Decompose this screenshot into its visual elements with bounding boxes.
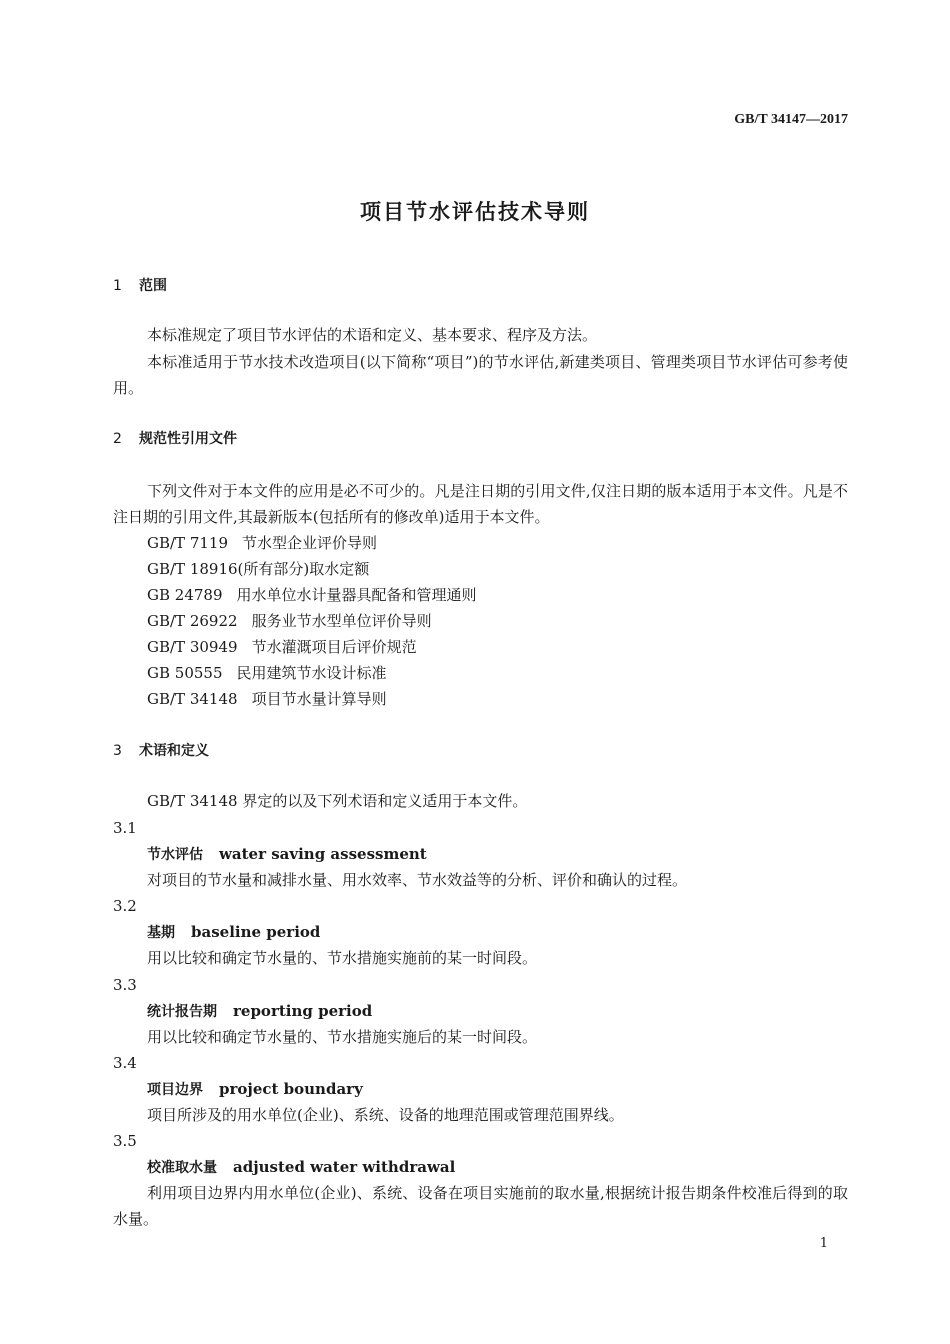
reference-title: 节水灌溉项目后评价规范	[251, 638, 417, 656]
reference-code: GB/T 34148	[147, 690, 238, 708]
reference-title: 项目节水量计算导则	[251, 690, 387, 708]
reference-item	[147, 582, 848, 608]
section-number: 3	[113, 743, 122, 759]
term-en: reporting period	[233, 1002, 373, 1020]
section-title: 术语和定义	[139, 743, 209, 759]
term-definition: 对项目的节水量和减排水量、用水效率、节水效益等的分析、评价和确认的过程。	[147, 871, 688, 889]
term-number: 3.5	[113, 1132, 137, 1150]
term-zh: 项目边界	[147, 1082, 203, 1098]
term-number: 3.3	[113, 976, 137, 994]
term-heading	[147, 1076, 848, 1103]
section-title: 范围	[139, 278, 167, 294]
term-definition: 用以比较和确定节水量的、节水措施实施前的某一时间段。	[147, 949, 538, 967]
reference-code: GB 50555	[147, 664, 223, 682]
term-zh: 基期	[147, 925, 175, 941]
term-definition: 用以比较和确定节水量的、节水措施实施后的某一时间段。	[147, 1028, 538, 1046]
term-zh: 统计报告期	[147, 1004, 217, 1020]
reference-item	[147, 660, 848, 686]
term-number: 3.2	[113, 897, 137, 915]
term-number: 3.1	[113, 819, 137, 837]
reference-item	[147, 608, 848, 634]
standard-number: GB/T 34147—2017	[734, 112, 848, 127]
term-heading	[147, 919, 848, 946]
reference-item	[147, 556, 848, 582]
term-number: 3.4	[113, 1054, 137, 1072]
reference-title: 用水单位水计量器具配备和管理通则	[236, 586, 477, 604]
term-definition: 项目所涉及的用水单位(企业)、系统、设备的地理范围或管理范围界线。	[147, 1106, 624, 1124]
paragraph: GB/T 34148 界定的以及下列术语和定义适用于本文件。	[147, 792, 528, 810]
reference-code: GB/T 30949	[147, 638, 238, 656]
term-en: project boundary	[219, 1080, 363, 1098]
page-number: 1	[819, 1236, 828, 1251]
reference-item	[147, 530, 848, 556]
reference-code: GB/T 7119	[147, 534, 229, 552]
section-number: 1	[113, 278, 122, 294]
reference-title: 节水型企业评价导则	[242, 534, 378, 552]
reference-item	[147, 634, 848, 660]
term-definition: 利用项目边界内用水单位(企业)、系统、设备在项目实施前的取水量,根据统计报告期条件校准后得到的取水量。	[113, 1184, 848, 1228]
term-en: adjusted water withdrawal	[233, 1158, 456, 1176]
section-heading-3	[113, 738, 848, 764]
term-heading	[147, 998, 848, 1025]
paragraph: 本标准适用于节水技术改造项目(以下简称“项目”)的节水评估,新建类项目、管理类项目节水评估可参考使用。	[113, 353, 848, 397]
reference-code: GB 24789	[147, 586, 223, 604]
section-title: 规范性引用文件	[139, 431, 237, 447]
term-en: baseline period	[191, 923, 321, 941]
reference-title: 服务业节水型单位评价导则	[251, 612, 432, 630]
reference-item	[147, 686, 848, 712]
section-heading-2	[113, 426, 848, 452]
term-en: water saving assessment	[219, 845, 427, 863]
reference-title: 民用建筑节水设计标准	[236, 664, 387, 682]
term-zh: 节水评估	[147, 847, 203, 863]
section-heading-1	[113, 273, 848, 299]
term-zh: 校准取水量	[147, 1160, 217, 1176]
paragraph: 本标准规定了项目节水评估的术语和定义、基本要求、程序及方法。	[147, 326, 598, 344]
paragraph: 下列文件对于本文件的应用是必不可少的。凡是注日期的引用文件,仅注日期的版本适用于本文件。凡是不注日期的引用文件,其最新版本(包括所有的修改单)适用于本文件。	[113, 482, 848, 526]
reference-code: GB/T 26922	[147, 612, 238, 630]
term-heading	[147, 1154, 848, 1181]
section-number: 2	[113, 431, 122, 447]
reference-code: GB/T 18916(所有部分)取水定额	[147, 560, 370, 578]
term-heading	[147, 841, 848, 868]
document-title: 项目节水评估技术导则	[360, 200, 590, 224]
